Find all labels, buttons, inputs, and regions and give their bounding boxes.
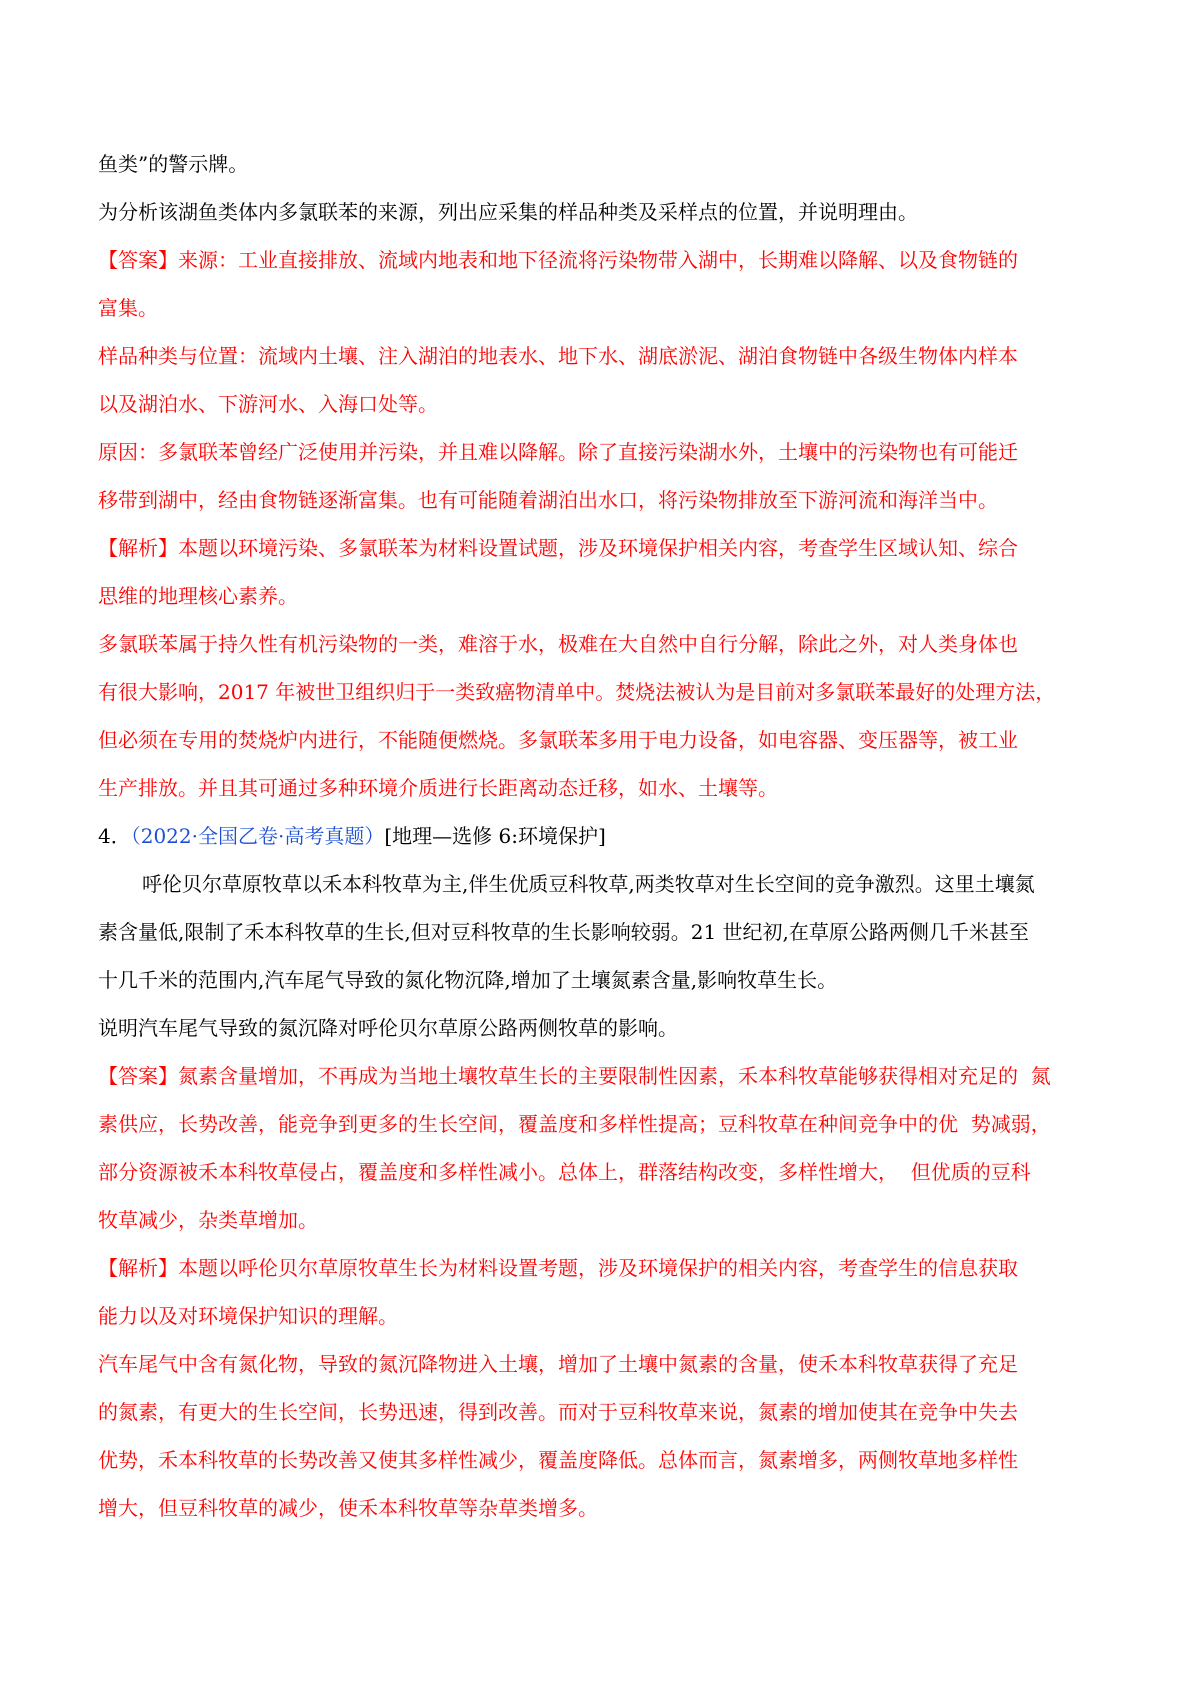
q4-material-line: 呼伦贝尔草原牧草以禾本科牧草为主,伴生优质豆科牧草,两类牧草对生长空间的竞争激烈。这里土壤氮 xyxy=(142,872,1035,896)
q3-analysis-line: 多氯联苯属于持久性有机污染物的一类，难溶于水，极难在大自然中自行分解，除此之外，对人类身体也 xyxy=(98,632,1018,656)
document-page xyxy=(98,140,1088,1532)
q3-analysis-line: 【解析】本题以环境污染、多氯联苯为材料设置试题，涉及环境保护相关内容，考查学生区域认知、综合 xyxy=(98,536,1018,560)
q4-topic: [地理—选修 6:环境保护] xyxy=(384,824,606,848)
q3-analysis-line: 生产排放。并且其可通过多种环境介质进行长距离动态迁移，如水、土壤等。 xyxy=(98,776,778,800)
q3-answer-line: 原因：多氯联苯曾经广泛使用并污染，并且难以降解。除了直接污染湖水外，土壤中的污染物也有可能迁 xyxy=(98,440,1018,464)
q3-question-line: 为分析该湖鱼类体内多氯联苯的来源，列出应采集的样品种类及采样点的位置，并说明理由。 xyxy=(98,200,918,224)
q3-answer-line: 样品种类与位置：流域内土壤、注入湖泊的地表水、地下水、湖底淤泥、湖泊食物链中各级生物体内样本 xyxy=(98,344,1018,368)
q4-analysis-line: 能力以及对环境保护知识的理解。 xyxy=(98,1304,398,1328)
q4-header xyxy=(98,812,1088,860)
q3-analysis-line: 思维的地理核心素养。 xyxy=(98,584,298,608)
q4-material xyxy=(98,860,1088,1004)
q4-source-link[interactable]: （2022·全国乙卷·高考真题） xyxy=(130,824,385,848)
q4-analysis-line: 汽车尾气中含有氮化物，导致的氮沉降物进入土壤，增加了土壤中氮素的含量，使禾本科牧草获得了充足 xyxy=(98,1352,1018,1376)
q4-answer-line: 【答案】氮素含量增加，不再成为当地土壤牧草生长的主要限制性因素，禾本科牧草能够获得相对充足的 氮 xyxy=(98,1064,1051,1088)
q3-stem xyxy=(98,140,1088,236)
q3-answer-line: 【答案】来源：工业直接排放、流域内地表和地下径流将污染物带入湖中，长期难以降解、以及食物链的 xyxy=(98,248,1018,272)
q4-answer-line: 部分资源被禾本科牧草侵占，覆盖度和多样性减小。总体上，群落结构改变，多样性增大， 但优质的豆科 xyxy=(98,1160,1031,1184)
q4-material-line: 素含量低,限制了禾本科牧草的生长,但对豆科牧草的生长影响较弱。21 世纪初,在草原公路两侧几千米甚至 xyxy=(98,920,1029,944)
q3-analysis-line: 但必须在专用的焚烧炉内进行，不能随便燃烧。多氯联苯多用于电力设备，如电容器、变压器等，被工业 xyxy=(98,728,1018,752)
q3-analysis-line: 有很大影响，2017 年被世卫组织归于一类致癌物清单中。焚烧法被认为是目前对多氯联苯最好的处理方法， xyxy=(98,680,1056,704)
q3-answer-line: 以及湖泊水、下游河水、入海口处等。 xyxy=(98,392,438,416)
q3-answer-line: 移带到湖中，经由食物链逐渐富集。也有可能随着湖泊出水口，将污染物排放至下游河流和海洋当中。 xyxy=(98,488,998,512)
q4-answer xyxy=(98,1052,1088,1244)
q4-answer-line: 牧草减少，杂类草增加。 xyxy=(98,1208,318,1232)
q3-stem-line: 鱼类”的警示牌。 xyxy=(98,152,249,176)
q4-answer-line: 素供应，长势改善，能竞争到更多的生长空间，覆盖度和多样性提高；豆科牧草在种间竞争中的优 势减弱， xyxy=(98,1112,1051,1136)
q4-analysis xyxy=(98,1244,1088,1532)
q3-analysis xyxy=(98,524,1088,812)
q4-number: 4． xyxy=(98,824,131,848)
q4-analysis-line: 的氮素，有更大的生长空间，长势迅速，得到改善。而对于豆科牧草来说，氮素的增加使其在竞争中失去 xyxy=(98,1400,1018,1424)
q4-analysis-line: 增大，但豆科牧草的减少，使禾本科牧草等杂草类增多。 xyxy=(98,1496,598,1520)
q3-answer xyxy=(98,236,1088,524)
q4-question: 说明汽车尾气导致的氮沉降对呼伦贝尔草原公路两侧牧草的影响。 xyxy=(98,1016,678,1040)
q3-answer-line: 富集。 xyxy=(98,296,158,320)
q4-analysis-line: 【解析】本题以呼伦贝尔草原牧草生长为材料设置考题，涉及环境保护的相关内容，考查学生的信息获取 xyxy=(98,1256,1018,1280)
q4-material-line: 十几千米的范围内,汽车尾气导致的氮化物沉降,增加了土壤氮素含量,影响牧草生长。 xyxy=(98,968,838,992)
q4-analysis-line: 优势，禾本科牧草的长势改善又使其多样性减少，覆盖度降低。总体而言，氮素增多，两侧牧草地多样性 xyxy=(98,1448,1018,1472)
